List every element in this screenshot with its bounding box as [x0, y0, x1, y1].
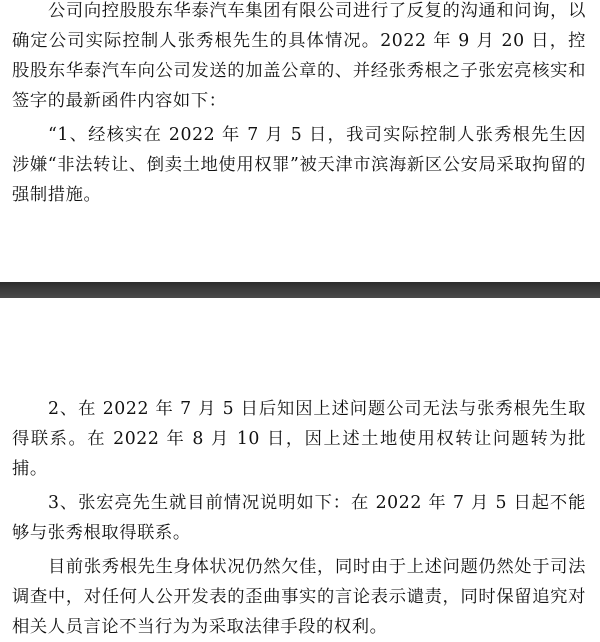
paragraph-item-3-statement: 3、张宏亮先生就目前情况说明如下：在 2022 年 7 月 5 日起不能够与张秀根取得联系。 — [12, 493, 586, 543]
page-break-divider — [0, 282, 600, 298]
paragraph-item-2-arrest: 2、在 2022 年 7 月 5 日后知因上述问题公司无法与张秀根先生取得联系。在 2022 年 8 月 10 日，因上述土地使用权转让问题转为批捕。 — [12, 399, 586, 479]
paragraph-item-1-detention: “1、经核实在 2022 年 7 月 5 日，我司实际控制人张秀根先生因涉嫌“非法转让、倒卖土地使用权罪”被天津市滨海新区公安局采取拘留的强制措施。 — [12, 125, 586, 205]
document-page-bottom — [0, 300, 600, 637]
paragraph-health-condition: 目前张秀根先生身体状况仍然欠佳，同时由于上述问题仍然处于司法调查中，对任何人公开发表的歪曲事实的言论表示谴责，同时保留追究对相关人员言论不当行为为采取法律手段的权利。 — [12, 557, 586, 637]
paragraph-company-inquiry: 公司向控股股东华泰汽车集团有限公司进行了反复的沟通和问询，以确定公司实际控制人张秀根先生的具体情况。2022 年 9 月 20 日，控股股东华泰汽车向公司发送的加盖公章的、并经张秀根之子张宏亮核实和签字的最新函件内容如下： — [12, 1, 586, 111]
document-page-top — [0, 0, 600, 290]
